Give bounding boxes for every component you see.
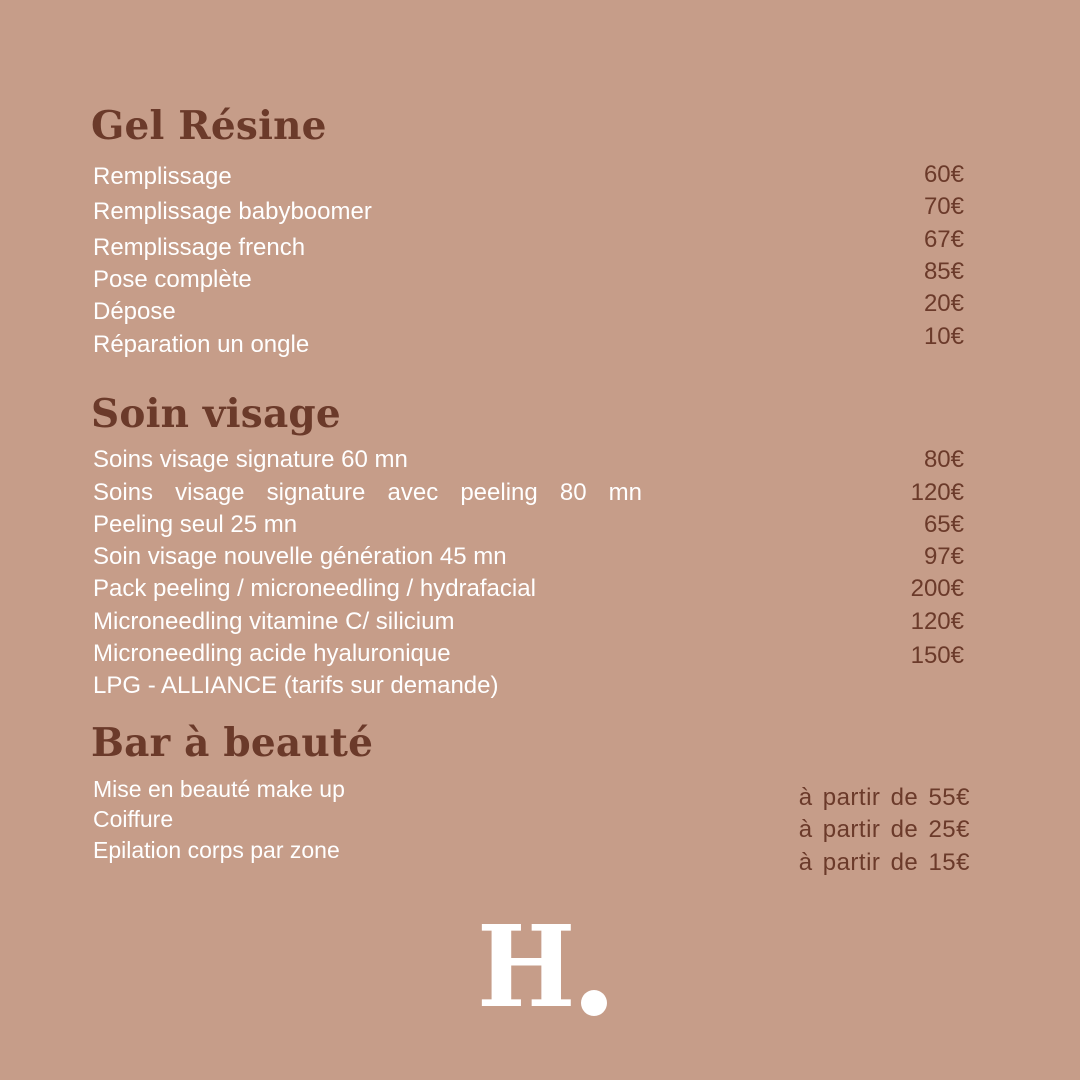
service-label: Microneedling acide hyaluronique: [93, 640, 451, 667]
service-label: Coiffure: [93, 806, 174, 832]
section-title-bar-a-beaute: Bar à beauté: [91, 720, 374, 766]
service-price: 120€: [910, 479, 964, 506]
service-label: Remplissage babyboomer: [93, 198, 372, 225]
service-price: 200€: [910, 575, 964, 602]
section-title-soin-visage: Soin visage: [91, 391, 341, 437]
service-price: 60€: [923, 161, 964, 188]
service-price: 120€: [910, 608, 964, 635]
service-label: Soin visage nouvelle génération 45 mn: [93, 543, 507, 570]
service-label: Microneedling vitamine C/ silicium: [93, 608, 455, 635]
service-label: Soins visage signature avec peeling 80 mn: [93, 479, 642, 506]
service-price: à partir de 15€: [798, 849, 970, 876]
service-price: à partir de 55€: [798, 784, 970, 811]
service-label: Dépose: [93, 298, 176, 325]
service-label: Pack peeling / microneedling / hydrafacial: [93, 575, 536, 602]
service-label: Peeling seul 25 mn: [93, 511, 298, 538]
service-price: 85€: [923, 258, 964, 285]
brand-logo: [477, 902, 607, 1033]
service-label: Réparation un ongle: [93, 331, 310, 358]
service-price: 150€: [910, 642, 964, 669]
service-label: Soins visage signature 60 mn: [93, 446, 408, 473]
section-title-gel-resine: Gel Résine: [91, 103, 327, 149]
service-price: à partir de 25€: [798, 816, 970, 843]
service-label: Pose complète: [93, 266, 252, 293]
service-label: Mise en beauté make up: [93, 776, 345, 802]
service-label: Remplissage french: [93, 234, 306, 261]
service-label: LPG - ALLIANCE (tarifs sur demande): [93, 672, 499, 699]
service-price: 10€: [923, 323, 964, 350]
service-price: 65€: [923, 511, 964, 538]
logo-letter: H: [477, 902, 576, 1033]
service-price: 80€: [923, 446, 964, 473]
logo-dot: [581, 990, 607, 1016]
service-price: 70€: [923, 193, 964, 220]
service-price: 67€: [923, 226, 964, 253]
service-label: Epilation corps par zone: [93, 837, 340, 863]
service-label: Remplissage: [93, 163, 232, 190]
service-price: 20€: [923, 290, 964, 317]
service-price: 97€: [923, 543, 964, 570]
